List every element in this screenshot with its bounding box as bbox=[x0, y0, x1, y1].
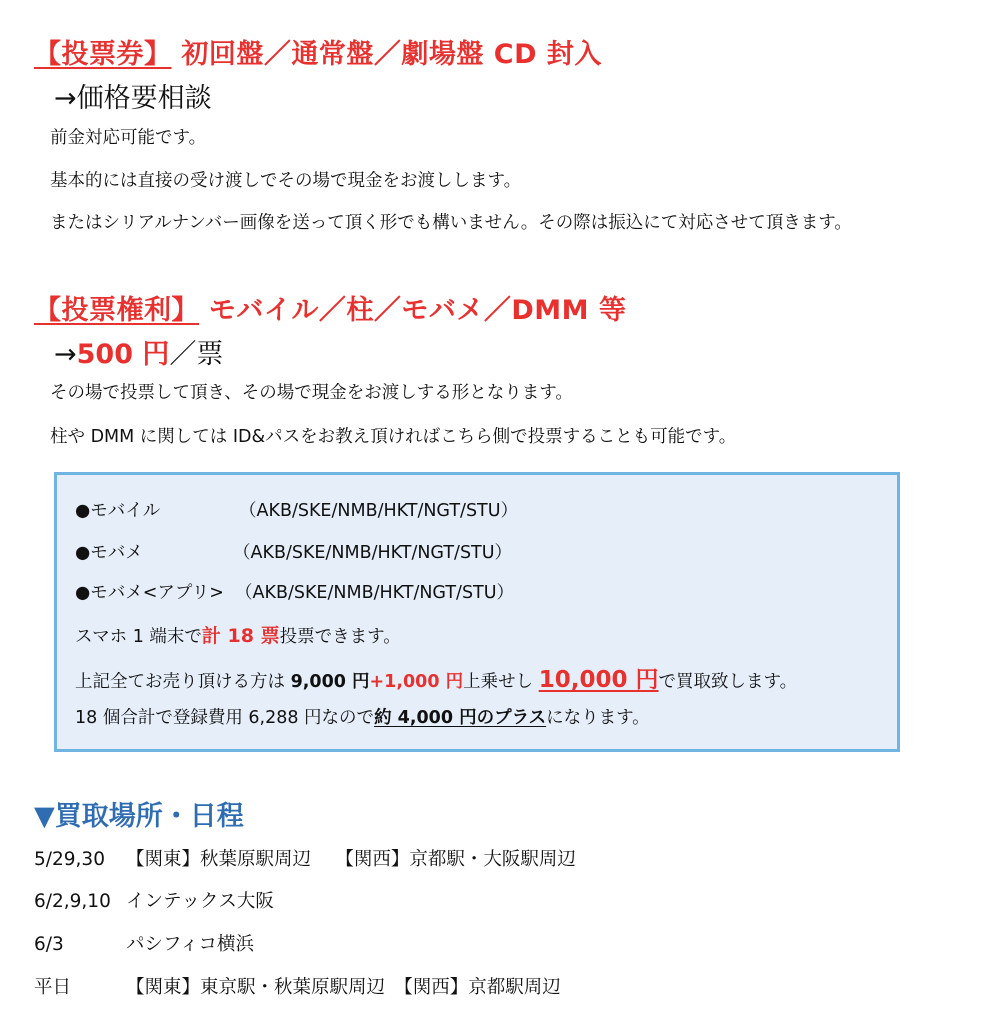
info-box bbox=[54, 472, 900, 752]
schedule-row-1-date: 5/29,30 bbox=[34, 849, 105, 870]
section2-price-value: 500 円 bbox=[76, 339, 170, 370]
schedule-row-1 bbox=[34, 845, 576, 871]
section2-price-arrow: → bbox=[54, 339, 77, 370]
section2-price bbox=[54, 332, 223, 371]
box-offer-post: で買取致します。 bbox=[658, 672, 798, 692]
section1-line-1: 前金対応可能です。 bbox=[50, 128, 207, 148]
box-fee-plus: 約 4,000 円のプラス bbox=[374, 708, 547, 728]
schedule-row-1-place: 【関東】秋葉原駅周辺 【関西】京都駅・大阪駅周辺 bbox=[126, 849, 576, 870]
schedule-row-2-place: インテックス大阪 bbox=[126, 891, 274, 912]
schedule-row-3-place: パシフィコ横浜 bbox=[126, 934, 255, 955]
box-offer-plus: +1,000 円 bbox=[369, 672, 464, 692]
box-item-mobame-app bbox=[75, 579, 514, 604]
box-item-mobile-name: ●モバイル bbox=[75, 501, 161, 521]
box-total-post: 投票できます。 bbox=[279, 627, 401, 647]
schedule-row-2 bbox=[34, 887, 274, 913]
section1-price: →価格要相談 bbox=[54, 83, 212, 114]
box-item-mobile bbox=[75, 497, 518, 522]
box-item-mobile-groups: （AKB/SKE/NMB/HKT/NGT/STU） bbox=[239, 501, 519, 521]
schedule-title: ▼買取場所・日程 bbox=[34, 801, 244, 832]
section2-price-unit: ／票 bbox=[169, 339, 224, 370]
box-item-mobame-app-name: ●モバメ<アプリ> bbox=[75, 583, 224, 603]
section1-line-2: 基本的には直接の受け渡しでその場で現金をお渡しします。 bbox=[50, 171, 522, 191]
box-item-mobame-name: ●モバメ bbox=[75, 543, 143, 563]
box-fee-line bbox=[75, 704, 650, 729]
section2-line-2: 柱や DMM に関しては ID&パスをお教え頂ければこちら側で投票することも可能です。 bbox=[50, 427, 737, 447]
section2-bracket: 【投票権利】 bbox=[34, 295, 199, 326]
schedule-row-3 bbox=[34, 930, 254, 956]
box-fee-post: になります。 bbox=[546, 708, 650, 728]
box-total-value: 計 18 票 bbox=[201, 625, 280, 647]
section2-line-1: その場で投票して頂き、その場で現金をお渡しする形となります。 bbox=[50, 383, 573, 403]
schedule-row-4-place: 【関東】東京駅・秋葉原駅周辺 【関西】京都駅周辺 bbox=[126, 977, 561, 998]
box-total-line bbox=[75, 621, 401, 648]
section1-line-3: またはシリアルナンバー画像を送って頂く形でも構いません。その際は振込にて対応させて頂きます。 bbox=[50, 213, 852, 233]
box-offer-line bbox=[75, 661, 797, 694]
box-fee-pre: 18 個合計で登録費用 6,288 円なので bbox=[75, 708, 375, 728]
box-total-pre: スマホ 1 端末で bbox=[75, 627, 202, 647]
box-item-mobame-app-groups: （AKB/SKE/NMB/HKT/NGT/STU） bbox=[235, 583, 515, 603]
box-item-mobame bbox=[75, 539, 512, 564]
box-offer-pre: 上記全てお売り頂ける方は bbox=[75, 672, 291, 692]
section1-heading bbox=[34, 32, 602, 71]
section2-heading bbox=[34, 288, 626, 327]
section1-title: 初回盤／通常盤／劇場盤 CD 封入 bbox=[171, 39, 602, 70]
section2-title: モバイル／柱／モバメ／DMM 等 bbox=[199, 295, 627, 326]
schedule-row-2-date: 6/2,9,10 bbox=[34, 891, 111, 912]
schedule-row-4 bbox=[34, 973, 561, 999]
box-item-mobame-groups: （AKB/SKE/NMB/HKT/NGT/STU） bbox=[233, 543, 513, 563]
schedule-row-3-date: 6/3 bbox=[34, 934, 64, 955]
box-offer-mid: 上乗せし bbox=[463, 672, 539, 692]
section1-bracket: 【投票券】 bbox=[34, 39, 172, 70]
box-offer-base: 9,000 円 bbox=[290, 672, 370, 692]
schedule-row-4-date: 平日 bbox=[34, 977, 72, 998]
box-offer-total: 10,000 円 bbox=[538, 667, 659, 693]
